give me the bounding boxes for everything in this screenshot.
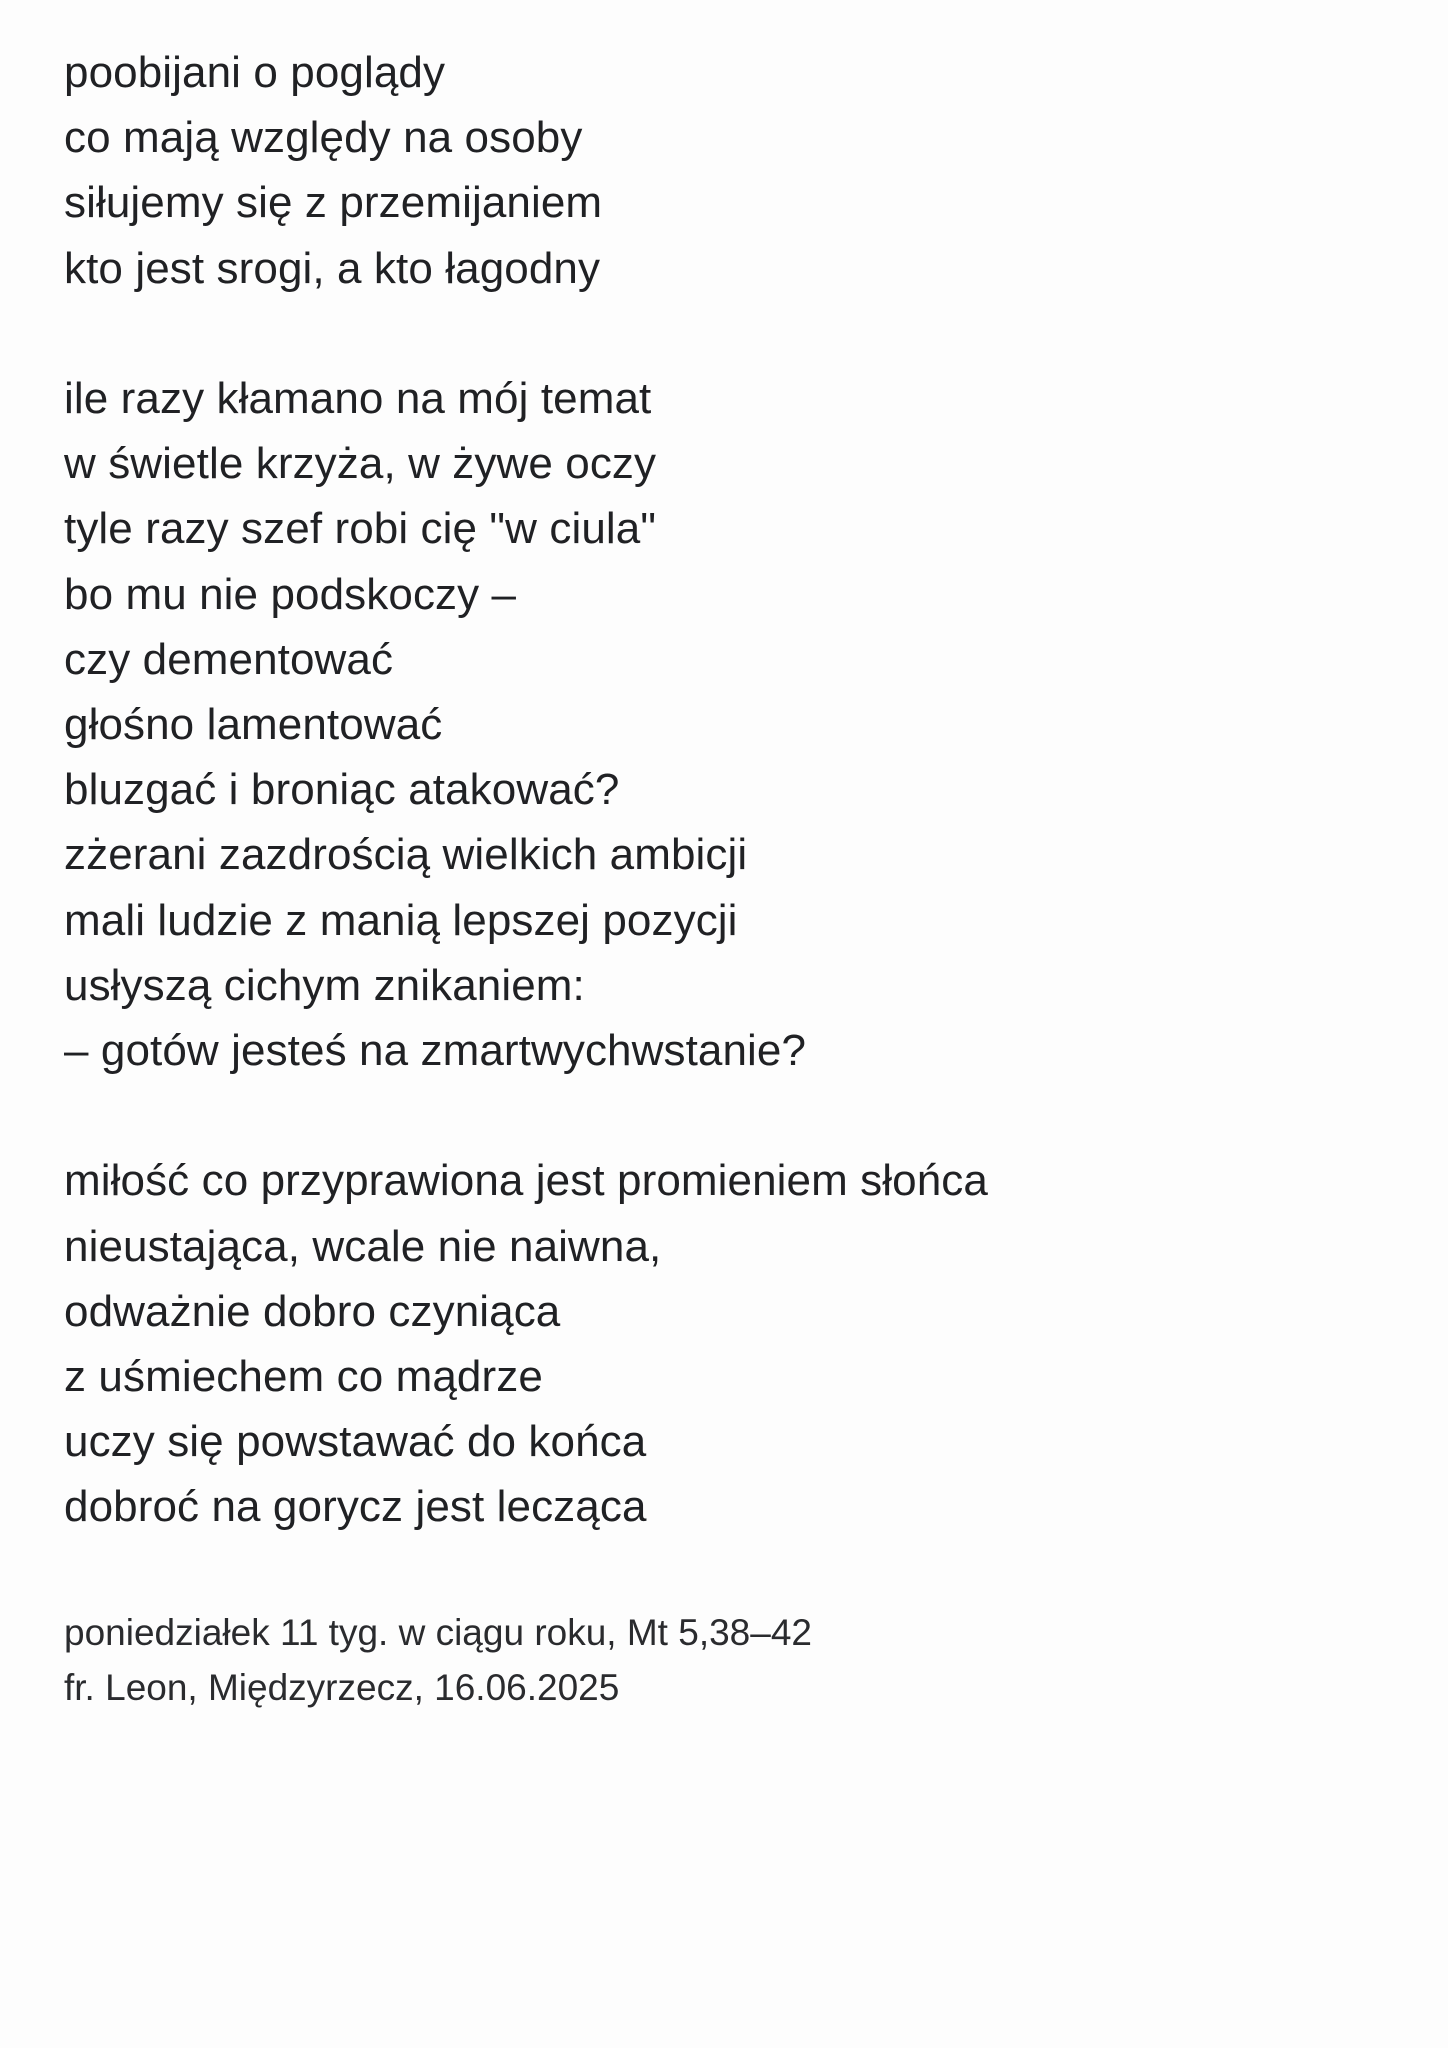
poem [64,40,1404,1540]
poem-line: odważnie dobro czyniąca [64,1286,561,1336]
author-signature: fr. Leon, Międzyrzecz, 16.06.2025 [64,1667,620,1708]
poem-line: nieustająca, wcale nie naiwna, [64,1221,662,1271]
poem-footer [64,1605,1404,1715]
poem-line: głośno lamentować [64,700,443,750]
poem-line: w świetle krzyża, w żywe oczy [64,439,657,489]
poem-line: mali ludzie z manią lepszej pozycji [64,895,738,945]
poem-line: tyle razy szef robi cię "w ciula" [64,504,657,554]
poem-line: bo mu nie podskoczy – [64,569,517,619]
poem-line: bluzgać i broniąc atakować? [64,765,620,815]
poem-line: co mają względy na osoby [64,113,583,163]
poem-line: z uśmiechem co mądrze [64,1352,543,1402]
stanza-divider [64,1083,1404,1148]
stanza-divider [64,301,1404,366]
stanza-2 [64,366,1404,1083]
poem-line: siłujemy się z przemijaniem [64,178,603,228]
poem-line: uczy się powstawać do końca [64,1417,647,1467]
poem-line: miłość co przyprawiona jest promieniem słońca [64,1156,988,1206]
poem-line: poobijani o poglądy [64,48,446,97]
liturgical-reference: poniedziałek 11 tyg. w ciągu roku, Mt 5,38–42 [64,1612,812,1653]
poem-line: – gotów jesteś na zmartwychwstanie? [64,1026,807,1076]
poem-line: czy dementować [64,634,394,684]
poem-line: dobroć na gorycz jest lecząca [64,1482,647,1532]
poem-line: usłyszą cichym znikaniem: [64,960,585,1010]
poem-line: kto jest srogi, a kto łagodny [64,243,601,293]
stanza-1 [64,40,1404,301]
poem-line: ile razy kłamano na mój temat [64,374,652,423]
stanza-3 [64,1148,1404,1539]
poem-line: zżerani zazdrością wielkich ambicji [64,830,748,880]
